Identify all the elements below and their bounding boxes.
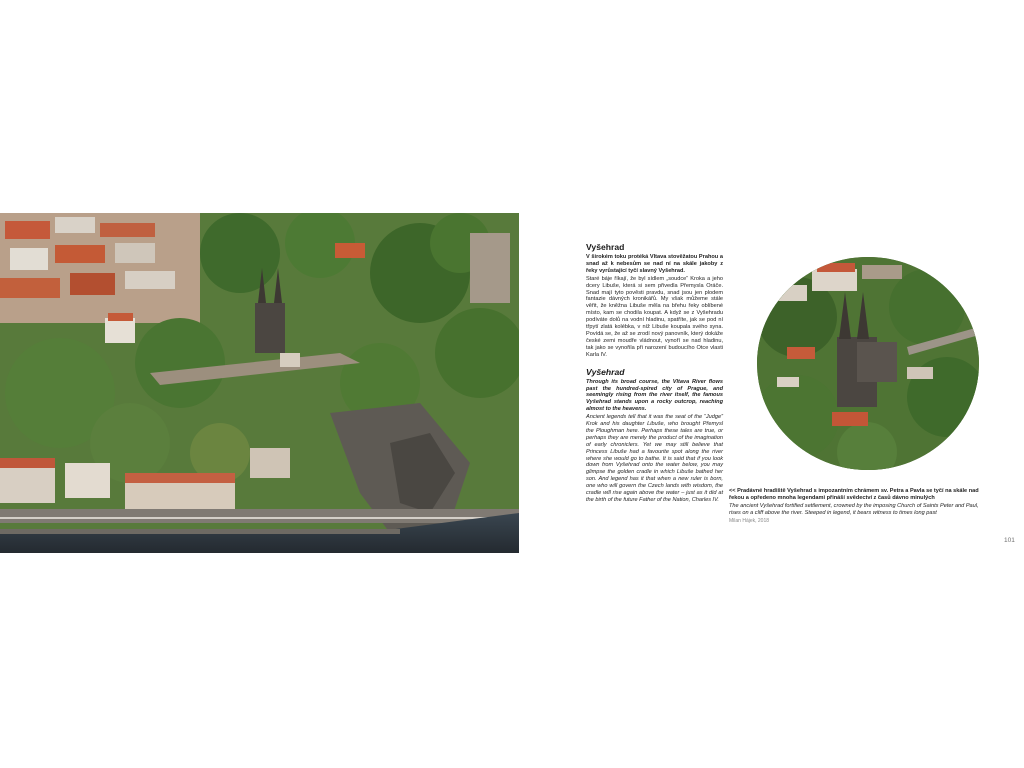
caption-en: The ancient Vyšehrad fortified settlement, crowned by the imposing Church of Saints Peter and Paul, rises on a cliff above the river. Steeped in legend, it bears witness to times long past xyxy=(729,503,979,516)
aerial-photo xyxy=(0,213,519,553)
article-body-en: Ancient legends tell that it was the seat of the “Judge” Krok and his daughter Libuše, who brought Přemysl the Ploughman here. Perhaps these tales are true, or perhaps they are merely the product of the imagination of early chroniclers. Yet we may still believe that Princess Libuše had a favourite spot along the river where she would go to bathe. It is said that if you look down from Vyšehrad onto the water below, you may glimpse the golden cradle in which Libuše bathed her son. And legend has it that when a new ruler is born, one who will govern the Czech lands with wisdom, the cradle will rise again above the water – just as it did at the birth of the future Father of the Nation, Charles IV. xyxy=(586,414,723,503)
article-text xyxy=(586,242,723,504)
caption-cz: << Pradávné hradiště Vyšehrad s impozantním chrámem sv. Petra a Pavla se tyčí na skále nad řekou a opředeno mnoha legendami přináší svědectví z časů dávno minulých xyxy=(729,488,979,501)
photo-caption xyxy=(729,488,985,525)
circular-photo xyxy=(757,257,979,470)
photo-credit: Milan Hájek, 2018 xyxy=(729,518,770,524)
aerial-photo-vysehrad-icon xyxy=(0,213,519,553)
article-title-cz: Vyšehrad xyxy=(586,242,625,252)
article-title-en: Vyšehrad xyxy=(586,366,625,377)
article-body-cz: Staré báje říkají, že byl sídlem „soudce“ Kroka a jeho dcery Libuše, která si sem přivedla Přemysla Oráče. Snad mají tyto pověsti pravdu, snad jsou jen plodem fantazie dávných kronikářů. My však můžeme stále věřit, že kněžna Libuše měla na břehu řeky oblíbené místo, kam se chodila koupat. A když se z Vyšehradu podíváte dolů na vodní hladinu, spatříte, jak se pod ní třpytí zlatá kolébka, v níž Libuše koupala svého syna. Povídá se, že až se zrodí nový panovník, který dokáže české zemi moudře vládnout, vynoří se nad hladinu, tak jako se vynořila při narození budoucího Otce vlasti Karla IV. xyxy=(586,275,723,358)
article-lead-cz: V širokém toku protéká Vltava stověžatou Prahou a snad až k nebesům se nad ní na skále jakoby z řeky vyrůstající tyčí slavný Vyšehrad. xyxy=(586,254,723,274)
page-number: 101 xyxy=(1004,537,1015,544)
article-lead-en: Through its broad course, the Vltava River flows past the hundred-spired city of Prague, and seemingly rising from the river itself, the famous Vyšehrad stands upon a rocky outcrop, reaching almost to the heavens. xyxy=(586,378,723,413)
circular-photo-basilica-icon xyxy=(757,257,979,470)
